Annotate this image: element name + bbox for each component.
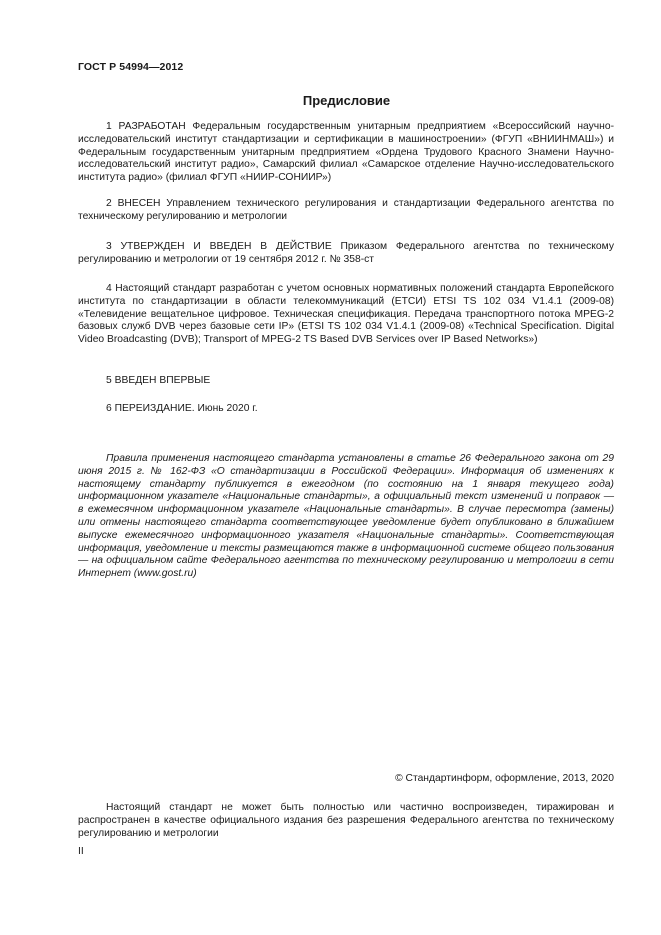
paragraph-first-introduced: 5 ВВЕДЕН ВПЕРВЫЕ — [106, 375, 211, 386]
page-number: II — [78, 846, 84, 857]
paragraph-based-on: 4 Настоящий стандарт разработан с учетом основных нормативных положений стандарта Европейского института по стандартизации в области телекоммуникаций (ЕТСИ) ETSI TS 102 034 V1.4.1 (2009-08) «Телевидение вещательное цифровое. Техническая спецификация. Передача транспортного потока MPEG-2 базовых служб DVB через базовые сети IP» (ETSI TS 102 034 V1.4.1 (2009-08) «Technical Specification. Digital Video Broadcasting (DVB); Transport of MPEG-2 TS Based DVB Services over IP Based Networks») — [78, 283, 614, 346]
paragraph-approved: 3 УТВЕРЖДЕН И ВВЕДЕН В ДЕЙСТВИЕ Приказом Федерального агентства по техническому регулированию и метрологии от 19 сентября 2012 г. № 358-ст — [78, 241, 614, 265]
paragraph-reissue: 6 ПЕРЕИЗДАНИЕ. Июнь 2020 г. — [106, 403, 258, 414]
section-title: Предисловие — [302, 93, 391, 108]
reproduction-notice: Настоящий стандарт не может быть полностью или частично воспроизведен, тиражирован и распространен в качестве официального издания без разрешения Федерального агентства по техническому регулированию и метрологии — [78, 802, 614, 839]
paragraph-developed-by: 1 РАЗРАБОТАН Федеральным государственным унитарным предприятием «Всероссийский научно-исследовательский институт стандартизации и сертификации в машиностроении» (ФГУП «ВНИИНМАШ») и Федеральным государственным унитарным предприятием «Ордена Трудового Красного Знамени Научно-исследовательский институт радио», Самарский филиал «Самарское отделение Научно-исследовательского института радио» (филиал ФГУП «НИИР-СОНИИР») — [78, 121, 614, 184]
application-rules-notice: Правила применения настоящего стандарта установлены в статье 26 Федерального закона от 29 июня 2015 г. № 162-ФЗ «О стандартизации в Российской Федерации». Информация об изменениях к настоящему стандарту публикуется в ежегодном (по состоянию на 1 января текущего года) информационном указателе «Национальные стандарты», а официальный текст изменений и поправок — в ежемесячном информационном указателе «Национальные стандарты». В случае пересмотра (замены) или отмены настоящего стандарта соответствующее уведомление будет опубликовано в ближайшем выпуске ежемесячного информационного указателя «Национальные стандарты». Соответствующая информация, уведомление и тексты размещаются также в информационной системе общего пользования — на официальном сайте Федерального агентства по техническому регулированию и метрологии в сети Интернет (www.gost.ru) — [78, 453, 614, 580]
standard-code: ГОСТ Р 54994—2012 — [78, 61, 184, 73]
paragraph-introduced-by: 2 ВНЕСЕН Управлением технического регулирования и стандартизации Федерального агентства по техническому регулированию и метрологии — [78, 198, 614, 222]
copyright-line: © Стандартинформ, оформление, 2013, 2020 — [395, 773, 614, 784]
